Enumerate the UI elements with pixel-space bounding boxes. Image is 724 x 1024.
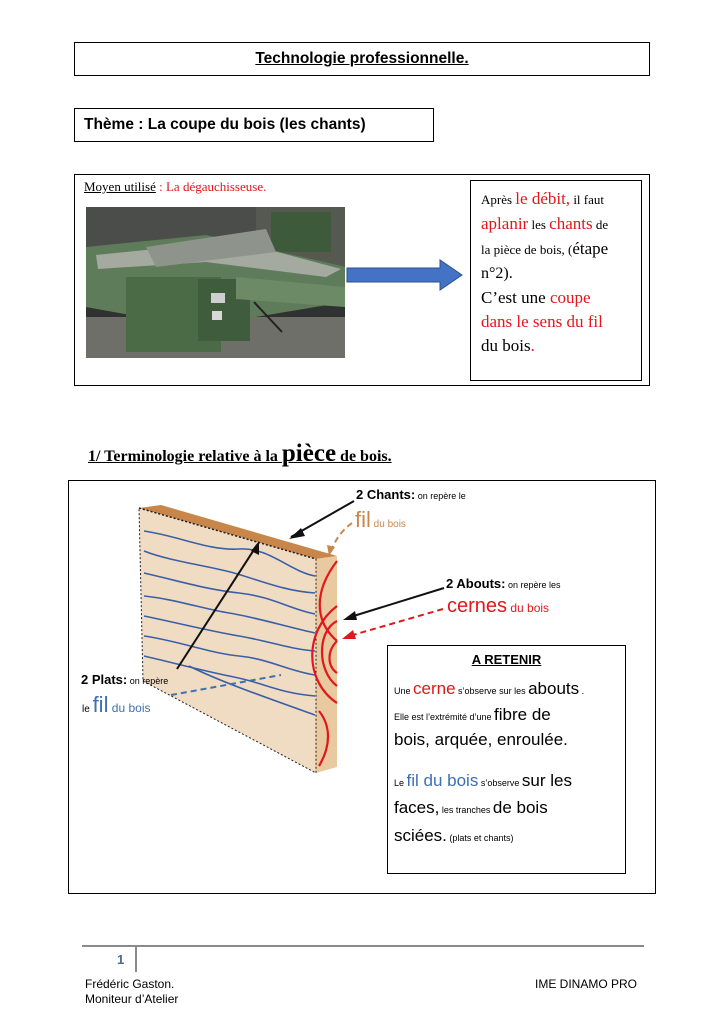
tool-machine-name: La dégauchisseuse.	[165, 179, 267, 194]
callout-box	[470, 180, 642, 381]
chants-label: 2 Chants: on repère le	[356, 487, 466, 502]
retenir-p1-line2: Elle est l’extrémité d’une fibre de	[394, 705, 551, 724]
page-number: 1	[117, 952, 125, 967]
callout-line-6: dans le sens du fil	[481, 312, 603, 331]
footer-rule	[82, 945, 644, 947]
callout-line-4: n°2).	[481, 265, 513, 282]
arrow-right-icon	[346, 259, 464, 296]
retenir-p2-line1: Le fil du bois s’observe sur les	[394, 771, 572, 790]
machine-photo	[86, 207, 345, 358]
retenir-p1-line1: Une cerne s’observe sur les abouts .	[394, 679, 585, 698]
page-title: Technologie professionnelle.	[255, 50, 469, 67]
tool-label-prefix: Moyen utilisé	[84, 179, 156, 194]
callout-line-7: du bois.	[481, 336, 535, 355]
plats-fil: le fil du bois	[82, 692, 151, 717]
abouts-cernes: cernes du bois	[447, 595, 550, 617]
tool-label-sep: :	[155, 179, 166, 194]
retenir-title: A RETENIR	[471, 652, 542, 667]
retenir-p1-line3: bois, arquée, enroulée.	[394, 730, 568, 749]
callout-line-5: C’est une coupe	[481, 288, 591, 307]
footer-role: Moniteur d’Atelier	[85, 992, 179, 1006]
footer-author: Frédéric Gaston.	[85, 977, 175, 991]
title-box	[74, 42, 650, 76]
chants-fil: fil du bois	[355, 507, 406, 532]
retenir-p2-line3: sciées. (plats et chants)	[394, 826, 514, 845]
footer-rule-tick	[135, 945, 137, 972]
plats-label: 2 Plats: on repère	[81, 672, 169, 687]
retenir-box	[387, 645, 626, 874]
abouts-label: 2 Abouts: on repère les	[446, 576, 561, 591]
tool-label	[84, 179, 266, 195]
theme-box	[74, 108, 434, 142]
callout-line-3: la pièce de bois, (étape	[481, 239, 609, 258]
footer-org: IME DINAMO PRO	[535, 977, 638, 991]
retenir-p2-line2: faces, les tranches de bois	[394, 798, 548, 817]
footer-author-block	[85, 977, 178, 1007]
theme-label: Thème : La coupe du bois (les chants)	[84, 116, 366, 133]
callout-line-2: aplanir les chants de	[481, 214, 609, 233]
section-title: 1/ Terminologie relative à la pièce de bois.	[88, 440, 392, 467]
callout-line-1: Après le débit, il faut	[481, 189, 604, 208]
